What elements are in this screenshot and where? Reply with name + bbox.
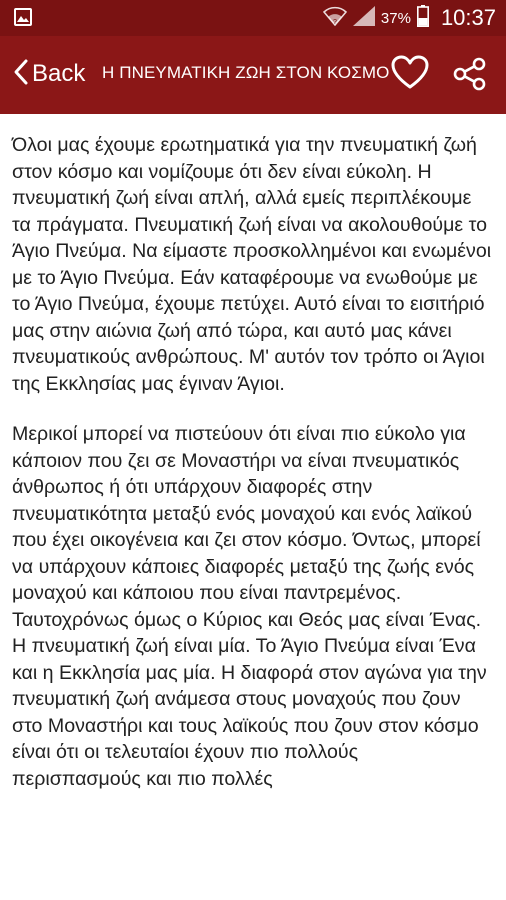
- status-bar: [0, 0, 506, 36]
- back-chevron-icon: [12, 58, 30, 91]
- heart-icon: [391, 79, 429, 96]
- back-label: Back: [32, 60, 86, 87]
- clock: 10:37: [440, 5, 496, 30]
- article-body: [0, 114, 506, 792]
- app-bar: [0, 36, 506, 114]
- article-paragraph: Μερικοί μπορεί να πιστεύουν ότι είναι πιο εύκολο για κάποιον που ζει σε Μοναστήρι να είναι πνευματικός άνθρωπος ή ότι υπάρχουν διαφορές στην πνευματικότητα μεταξύ ενός μοναχού και ενός λαϊκού που έχει οικογένεια και ζει στον κόσμο. Όντως, μπορεί να υπάρχουν κάποιες διαφορές μεταξύ της ζωής ενός μοναχού και κάποιου που είναι παντρεμένος. Ταυτοχρόνως όμως ο Κύριος και Θεός μας είναι Ένας. Η πνευματική ζωή είναι μία. Το Άγιο Πνεύμα είναι Ένα και η Εκκλησία μας μία. Η διαφορά στον αγώνα για την πνευματική ζωή ανάμεσα στους μοναχούς που ζουν στο Μοναστήρι και τους λαϊκούς που ζουν στον κόσμο είναι ότι οι τελευταίοι έχουν πιο πολλούς περισπασμούς και πιο πολλές: [12, 423, 487, 790]
- gallery-icon: [14, 8, 32, 26]
- share-icon: [452, 79, 488, 96]
- battery-icon: [417, 5, 429, 32]
- wifi-icon: [323, 6, 347, 31]
- signal-icon: [353, 6, 375, 31]
- svg-text:?: ?: [332, 18, 337, 26]
- battery-percent: 37%: [380, 9, 411, 27]
- article-paragraph: Όλοι μας έχουμε ερωτηματικά για την πνευματική ζωή στον κόσμο και νομίζουμε ότι δεν είναι εύκολη. Η πνευματική ζωή είναι απλή, αλλά εμείς περιπλέκουμε τα πράγματα. Πνευματική ζωή είναι να ακολουθούμε το Άγιο Πνεύμα. Να είμαστε προσκολλημένοι και ενωμένοι με το Άγιο Πνεύμα. Εάν καταφέρουμε να ενωθούμε με το Άγιο Πνεύμα, έχουμε πετύχει. Αυτό είναι το εισιτήριό μας στην αιώνια ζωή από τώρα, και αυτό μας κάνει πνευματικούς ανθρώπους. Μ' αυτόν τον τρόπο οι Άγιοι της Εκκλησίας μας έγιναν Άγιοι.: [12, 134, 492, 395]
- page-title: Η ΠΝΕΥΜΑΤΙΚΗ ΖΩΗ ΣΤΟΝ ΚΟΣΜΟ: [102, 63, 390, 82]
- share-button[interactable]: [452, 56, 488, 92]
- status-indicators: [323, 0, 496, 36]
- favorite-button[interactable]: [391, 54, 429, 92]
- back-button[interactable]: [12, 56, 85, 92]
